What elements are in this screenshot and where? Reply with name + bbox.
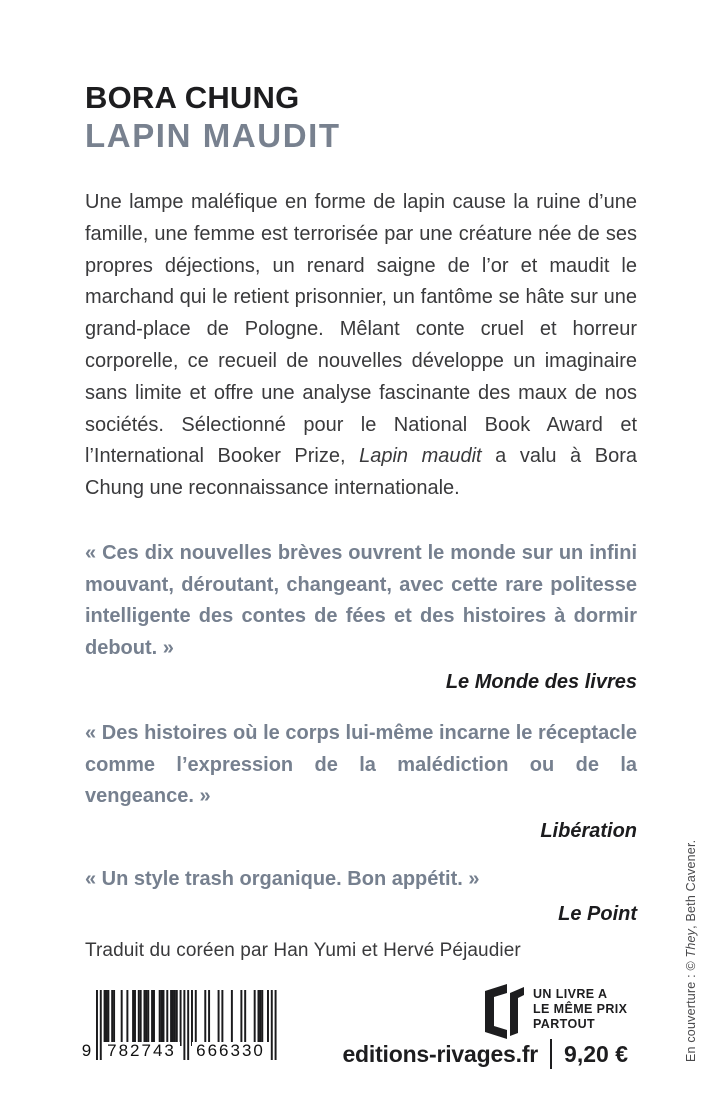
press-quote-liberation [85,718,637,843]
author-name: BORA CHUNG [85,80,300,115]
quote-text: « Ces dix nouvelles brèves ouvrent le monde sur un infini mouvant, déroutant, changeant, avec cette rare politesse intelligente des contes de fées et des histoires à dormir debout. » [85,542,637,659]
synopsis-title-italic: Lapin maudit [359,445,482,468]
barcode-digit-prefix: 9 [81,1041,92,1060]
quote-text: « Un style trash organique. Bon appétit. » [85,868,480,890]
synopsis [85,187,637,505]
barcode-digits-left: 782743 [103,1042,180,1060]
price-tag: 9,20 € [564,1040,628,1067]
barcode-digits-right: 666330 [192,1042,269,1060]
publisher-website: editions-rivages.fr [342,1040,539,1067]
price-logo-line: PARTOUT [533,1017,596,1031]
single-price-logo [477,983,627,1040]
cover-art-credit-prefix: En couverture : © [684,957,698,1062]
price-logo-text [533,983,627,1032]
quote-source: Libération [540,819,637,842]
ean-barcode [82,990,282,1068]
quote-source: Le Point [558,902,637,925]
price-logo-line: LE MÊME PRIX [533,1002,628,1016]
cover-art-credit [684,840,698,1062]
price-logo-line: UN LIVRE A [533,987,608,1001]
synopsis-text: Une lampe maléfique en forme de lapin cause la ruine d’une famille, une femme est terrorisée par une créature née de ses propres déjections, un renard saigne de l’or et maudit le marchand qui le retient prisonnier, un fantôme se hâte sur une grand-place de Pologne. Mêlant conte cruel et horreur corporelle, ce recueil de nouvelles développe un imaginaire sans limite et offre une analyse fascinante des maux de nos sociétés. Sélectionné pour le National Book Award et l’International Booker Prize, [85,191,637,468]
open-book-icon [477,983,525,1040]
cover-art-credit-title: They [684,928,698,958]
publisher-line [342,1037,628,1071]
divider [550,1039,552,1069]
cover-art-credit-suffix: , Beth Cavener. [684,839,698,929]
book-title: LAPIN MAUDIT [85,117,341,154]
translator-credit: Traduit du coréen par Han Yumi et Hervé Péjaudier [85,940,521,961]
quote-text: « Des histoires où le corps lui-même incarne le réceptacle comme l’expression de la malédiction ou de la vengeance. » [85,722,637,807]
press-quote-le-point [85,864,637,926]
press-quote-le-monde [85,538,637,694]
synopsis-text-end: a valu à Bora Chung une reconnaissance internationale. [85,445,637,500]
quote-source: Le Monde des livres [445,671,637,693]
